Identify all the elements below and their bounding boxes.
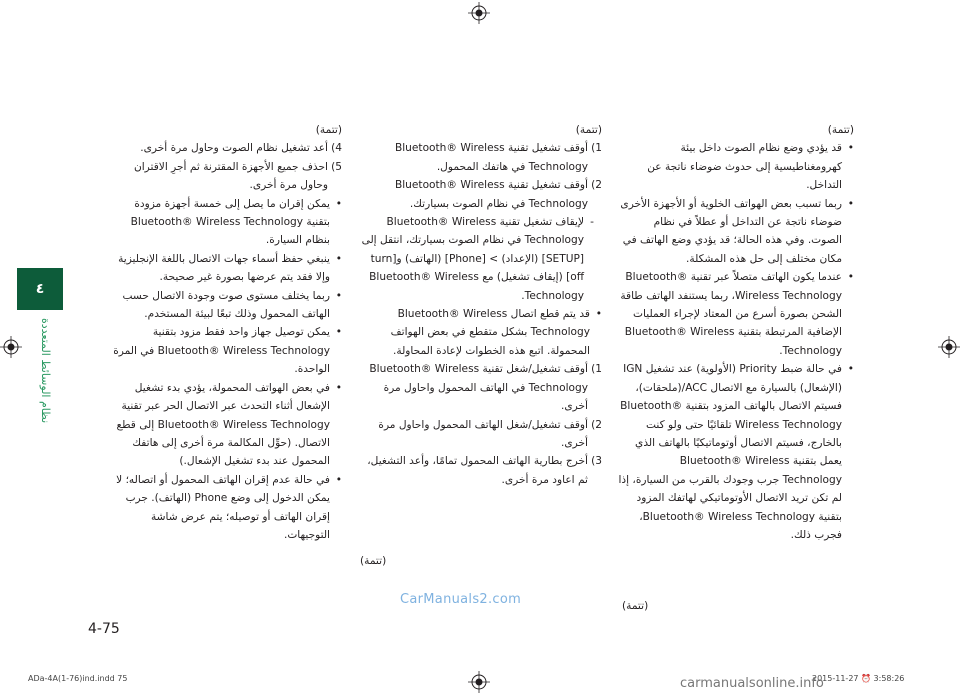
- continued-note-right: (تتمة): [622, 600, 649, 612]
- watermark-bottom: carmanualsonline.info: [680, 676, 824, 691]
- bullet-item: [110, 471, 342, 545]
- item-text: (تتمة): [315, 124, 342, 136]
- item-text: أعد تشغيل نظام الصوت وحاول مرة أخرى.: [140, 142, 328, 155]
- step-number: 5): [331, 160, 342, 173]
- chapter-tab: ٤: [17, 268, 63, 310]
- item-text: أوقف تشغيل/شغل تقنية Bluetooth® Wireless Technology في الهاتف المحمول واحاول مرة أخرى.: [369, 363, 588, 413]
- bullet-item: [618, 139, 854, 194]
- text-column-right: [618, 121, 854, 544]
- bullet-item: [110, 287, 342, 324]
- item-text: لإيقاف تشغيل تقنية Bluetooth® Wireless Technology في نظام الصوت بسيارتك، انتقل إلى [SETUP] (الإعداد) > [Phone] (الهاتف) و[turn off] (إيقاف تشغيل) مع Bluetooth® Wireless Technology.: [361, 216, 584, 302]
- item-text: أوقف تشغيل/شغل الهاتف المحمول واحاول مرة أخرى.: [378, 418, 588, 449]
- item-text: يمكن إقران ما يصل إلى خمسة أجهزة مزودة بتقنية Bluetooth® Wireless Technology بنظام السيارة.: [130, 197, 330, 247]
- continued-label: [110, 121, 342, 139]
- item-text: قد يتم قطع اتصال Bluetooth® Wireless Technology بشكل متقطع في بعض الهواتف المحمولة. اتبع هذه الخطوات لإعادة المحاولة.: [390, 308, 590, 357]
- item-text: يمكن توصيل جهاز واحد فقط مزود بتقنية Bluetooth® Wireless Technology في المرة الواحدة.: [113, 326, 330, 376]
- watermark: CarManuals2.com: [400, 592, 522, 607]
- registration-mark-right: [938, 336, 960, 358]
- numbered-step: [110, 158, 342, 195]
- bullet-item: [110, 250, 342, 287]
- bullet-item: [618, 195, 854, 269]
- item-text: ينبغي حفظ أسماء جهات الاتصال باللغة الإنجليزية وإلا فقد يتم عرضها بصورة غير صحيحة.: [118, 252, 330, 284]
- item-text: احذف جميع الأجهزة المقترنة ثم أجرِ الاقتران وحاول مرة أخرى.: [133, 160, 328, 192]
- print-slug-date: 2015-11-27 ⏰ 3:58:26: [812, 674, 905, 683]
- sub-item: [360, 213, 602, 305]
- bullet-item: [618, 360, 854, 544]
- registration-mark-bottom: [468, 671, 490, 693]
- text-column-left: [110, 121, 342, 544]
- continued-label: [618, 121, 854, 139]
- registration-mark-left: [0, 336, 22, 358]
- item-text: (تتمة): [575, 124, 602, 136]
- item-text: أوقف تشغيل تقنية Bluetooth® Wireless Technology في نظام الصوت بسيارتك.: [394, 179, 588, 210]
- registration-mark-top: [468, 2, 490, 24]
- numbered-step: [360, 360, 602, 415]
- item-text: قد يؤدي وضع نظام الصوت داخل بيئة كهرومغناطيسية إلى حدوث ضوضاء ناتجة عن التداخل.: [647, 142, 842, 192]
- numbered-step: [360, 416, 602, 453]
- step-number: 2): [591, 179, 602, 192]
- chapter-tab-label: نظام الوسائط المتعددة: [39, 318, 52, 424]
- bullet-item: [110, 323, 342, 378]
- item-text: ربما يختلف مستوى صوت وجودة الاتصال حسب الهاتف المحمول وذلك تبعًا لبيئة المستخدم.: [122, 289, 330, 321]
- numbered-step: [360, 139, 602, 176]
- step-number: 1): [591, 363, 602, 376]
- bullet-item: [110, 195, 342, 250]
- item-text: في بعض الهواتف المحمولة، يؤدي بدء تشغيل الإشعال أثناء التحدث عبر الاتصال الحر عبر تقنية Bluetooth® Wireless Technology إلى قطع الاتصال. (حوِّل المكالمة مرة أخرى إلى هاتفك المحمول عند بدء تشغيل الإشعال.): [116, 381, 330, 468]
- item-text: في حالة عدم إقران الهاتف المحمول أو اتصاله؛ لا يمكن الدخول إلى وضع Phone (الهاتف). جرب إقران الهاتف أو توصيله؛ يتم عرض شاشة التوجيهات.: [116, 473, 330, 541]
- bullet-item: [360, 305, 602, 360]
- text-column-middle: [360, 121, 602, 489]
- bullet-item: [110, 379, 342, 471]
- numbered-step: [110, 139, 342, 157]
- numbered-step: [360, 452, 602, 489]
- item-text: ربما تسبب بعض الهواتف الخلوية أو الأجهزة الأخرى ضوضاء ناتجة عن التداخل أو عطلاً في نظام الصوت. وفي هذه الحالة؛ قد يؤدي وضع الهاتف في مكان مختلف إلى حل هذه المشكلة.: [620, 197, 842, 265]
- item-text: في حالة ضبط Priority (الأولوية) عند تشغيل IGN (الإشعال) بالسيارة مع الاتصال ACC/(ملحقات)، فسيتم الاتصال بالهاتف المزود بتقنية Bluetooth® Wireless Technology تلقائيًا حتى ولو كنت بالخارج، فسيتم الاتصال أوتوماتيكيًا بالهاتف الذي يعمل بتقنية Bluetooth® Wireless Technology جرب وجودك بالقرب من السيارة، إذا لم تكن تريد الاتصال الأوتوماتيكي لهاتفك المزود بتقنية Bluetooth® Wireless Technology، فجرب ذلك.: [618, 363, 842, 541]
- step-number: 2): [591, 418, 602, 431]
- item-text: عندما يكون الهاتف متصلاً عبر تقنية Bluetooth® Wireless Technology، ربما يستنفد الهاتف طاقة الشحن بصورة أسرع من المعتاد لإجراء العمليات الإضافية المرتبطة بتقنية Bluetooth® Wireless Technology.: [620, 271, 842, 357]
- step-number: 4): [331, 142, 342, 155]
- print-slug-file: ADa-4A(1-76)ind.indd 75: [28, 674, 128, 683]
- item-text: أوقف تشغيل تقنية Bluetooth® Wireless Technology في هاتفك المحمول.: [394, 142, 588, 173]
- continued-note-middle: (تتمة): [360, 555, 387, 567]
- step-number: 1): [591, 142, 602, 155]
- step-number: 3): [591, 455, 602, 468]
- numbered-step: [360, 176, 602, 213]
- page-number: 4-75: [88, 621, 120, 637]
- continued-label: [360, 121, 602, 139]
- item-text: أخرج بطارية الهاتف المحمول تمامًا، وأعد التشغيل، ثم اعاود مرة أخرى.: [367, 455, 588, 486]
- item-text: (تتمة): [827, 124, 854, 136]
- bullet-item: [618, 268, 854, 360]
